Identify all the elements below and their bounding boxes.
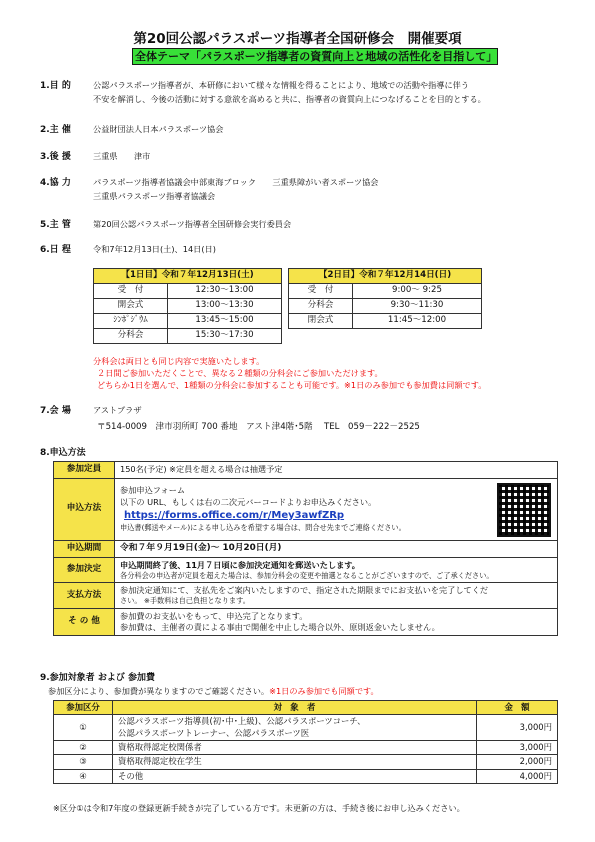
fee-category: ② [54,741,113,755]
fee-intro-note: ※1日のみ参加でも同額です。 [269,686,379,696]
fee-amount: 3,000円 [477,715,558,741]
schedule-table [93,268,482,344]
form-link[interactable]: https://forms.office.com/r/Mey3awfZRp [124,509,345,521]
fee-category: ④ [54,769,113,783]
table-cell: 13:00～13:30 [168,299,282,314]
fee-target: 資格取得認定校関係者 [113,741,477,755]
gap [282,314,289,329]
section-cooperation: 4.協 力 [40,178,71,188]
table-cell: 13:45～15:00 [168,314,282,329]
schedule-note1: 分科会は両日とも同じ内容で実施いたします。 [93,356,265,366]
other-value [115,609,558,636]
decision-value [115,557,558,583]
fee-intro [48,686,379,697]
method-line3: 申込書(郵送やメール)による申し込みを希望する場合は、問合せ先までご連絡ください。 [120,523,406,533]
fee-target-line1: 公認パラスポーツ指導員(初･中･上級)、公認パラスポーツコーチ、 [118,716,366,727]
day1-header: 【1日目】令和７年12月13日(土) [94,269,282,284]
table-cell: 閉会式 [289,314,353,329]
fee-header-category: 参加区分 [54,701,113,715]
section-management: 5.主 管 [40,220,71,230]
purpose-line1: 公認パラスポーツ指導者が、本研修において様々な情報を得ることにより、地域での活動や指導に伴う [93,80,470,90]
qr-code-icon[interactable] [497,483,551,537]
cooperation-line1: パラスポーツ指導者協議会中部東海ブロック 三重県障がい者スポーツ協会 [93,177,379,187]
gap [282,284,289,299]
table-row [54,755,558,769]
other-line2: 参加費は、主催者の責による事由で開催を中止した場合以外、原則返金いたしません。 [120,622,440,633]
section-venue: 7.会 場 [40,406,71,416]
fee-intro-text: 参加区分により、参加費が異なりますのでご確認ください。 [48,686,270,696]
section-purpose: 1.目 的 [40,81,71,91]
fee-amount: 4,000円 [477,769,558,783]
schedule-note2: ２日間ご参加いただくことで、異なる２種類の分科会にご参加いただけます。 [97,368,383,378]
method-line1: 参加申込フォーム [120,484,186,495]
support-text: 三重県 津市 [93,151,151,161]
payment-line2: さい。 ※手数料は自己負担となります。 [120,596,250,606]
table-cell: 分科会 [289,299,353,314]
management-text: 第20回公認パラスポーツ指導者全国研修会実行委員会 [93,219,292,229]
table-cell: 9:00～ 9:25 [353,284,482,299]
fee-category: ③ [54,755,113,769]
venue-address: 〒514-0009 津市羽所町 700 番地 アスト津4階･5階 TEL 059－222－2525 [97,422,420,432]
day2-header: 【2日目】令和７年12月14日(日) [289,269,482,284]
table-row [54,769,558,783]
page-title: 第20回公認パラスポーツ指導者全国研修会 開催要項 [133,31,462,47]
fee-amount: 2,000円 [477,755,558,769]
capacity-value: 150名(予定) ※定員を超える場合は抽選予定 [115,462,558,479]
schedule-dates: 令和7年12月13日(土)、14日(日) [93,244,216,254]
venue-name: アストプラザ [93,405,142,415]
cooperation-line2: 三重県パラスポーツ指導者協議会 [93,191,216,201]
method-value [115,478,558,540]
payment-label: 支払方法 [54,583,115,609]
fee-target-line2: 公認パラスポーツトレーナー、公認パラスポーツ医 [118,727,310,738]
table-cell: 開会式 [94,299,168,314]
fee-target [113,715,477,741]
fee-target: その他 [113,769,477,783]
table-cell: 分科会 [94,329,168,344]
table-row [54,741,558,755]
period-value: 令和７年９月19日(金)～ 10月20日(月) [115,540,558,557]
period-label: 申込期間 [54,540,115,557]
empty-cell [289,329,353,344]
schedule-note3: どちらか1日を選んで、1種類の分科会に参加することも可能です。※1日のみ参加でも参加費は同額です。 [97,380,487,390]
fee-header-amount: 金 額 [477,701,558,715]
fee-target: 資格取得認定校在学生 [113,755,477,769]
gap [282,329,289,344]
section-support: 3.後 援 [40,152,71,162]
decision-line1: 申込期間終了後、11月７日頃に参加決定通知を郵送いたします。 [120,559,360,570]
other-label: そ の 他 [54,609,115,636]
fee-footnote: ※区分①は令和7年度の登録更新手続きが完了している方です。未更新の方は、手続き後にお申し込みください。 [53,803,465,813]
application-table [53,461,558,636]
method-line2: 以下の URL、もしくは右の二次元バーコードよりお申込みください。 [120,496,377,507]
gap [282,269,289,284]
capacity-label: 参加定員 [54,462,115,479]
decision-line2: 各分科会の申込者が定員を超えた場合は、参加分科会の変更や抽選となることがございますので、ご了承ください。 [120,570,494,580]
payment-line1: 参加決定通知にて、支払先をご案内いたしますので、指定された期限までにお支払いを完了してくだ [120,585,489,596]
purpose-line2: 不安を解消し、今後の活動に対する意欲を高めると共に、指導者の資質向上につなげることを目的とする。 [93,94,486,104]
fee-category: ① [54,715,113,741]
table-cell: 受 付 [289,284,353,299]
organizer-text: 公益財団法人日本パラスポーツ協会 [93,124,224,134]
theme-banner: 全体テーマ「パラスポーツ指導者の資質向上と地域の活性化を目指して」 [132,48,498,65]
table-cell: 11:45～12:00 [353,314,482,329]
table-cell: 9:30～11:30 [353,299,482,314]
decision-label: 参加決定 [54,557,115,583]
table-cell: 受 付 [94,284,168,299]
section-application: 8.申込方法 [40,448,86,458]
gap [282,299,289,314]
table-cell: 15:30～17:30 [168,329,282,344]
payment-value [115,583,558,609]
method-label: 申込方法 [54,478,115,540]
other-line1: 参加費のお支払いをもって、申込完了となります。 [120,611,308,622]
section-fees: 9.参加対象者 および 参加費 [40,673,155,683]
section-schedule: 6.日 程 [40,245,71,255]
fee-table [53,700,558,784]
table-cell: ｼﾝﾎﾟｼﾞｳﾑ [94,314,168,329]
table-cell: 12:30～13:00 [168,284,282,299]
fee-amount: 3,000円 [477,741,558,755]
fee-header-target: 対 象 者 [113,701,477,715]
table-row [54,715,558,741]
section-organizer: 2.主 催 [40,125,71,135]
empty-cell [353,329,482,344]
